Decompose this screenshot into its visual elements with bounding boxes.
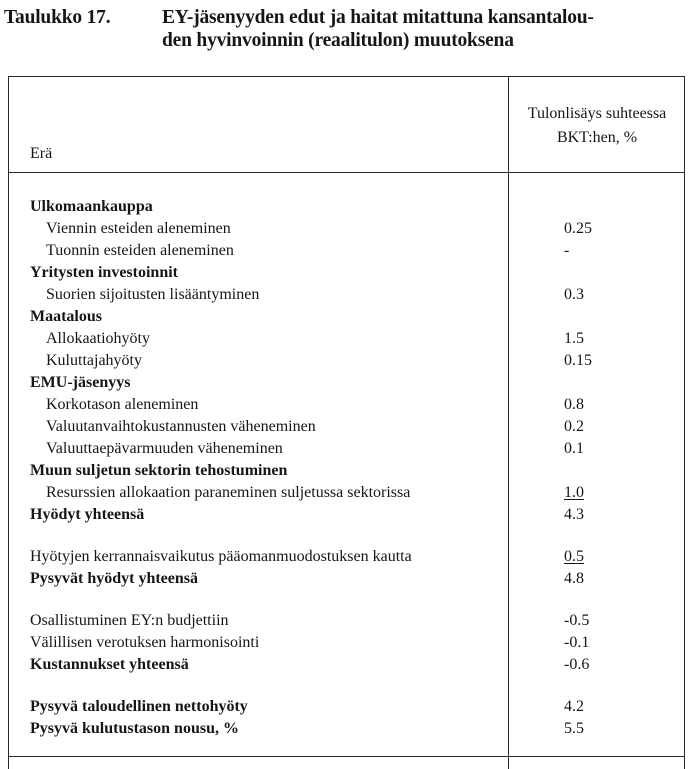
table-bottom-border bbox=[8, 756, 684, 757]
row-label: Valuuttaepävarmuuden väheneminen bbox=[46, 440, 283, 457]
row-label: Pysyvä taloudellinen nettohyöty bbox=[30, 698, 248, 715]
table-row-heading bbox=[8, 654, 684, 676]
table-row-heading bbox=[8, 306, 684, 328]
row-value: 0.3 bbox=[564, 286, 584, 303]
table-row bbox=[8, 394, 684, 416]
table-number: Taulukko 17. bbox=[4, 7, 111, 28]
row-label: Muun suljetun sektorin tehostuminen bbox=[30, 462, 288, 479]
row-label: Kuluttajahyöty bbox=[46, 352, 142, 369]
row-label: Maatalous bbox=[30, 308, 102, 325]
table-row-heading bbox=[8, 460, 684, 482]
table-row bbox=[8, 546, 684, 568]
table-right-border bbox=[684, 76, 685, 769]
row-label: Resurssien allokaation paraneminen suljetussa sektorissa bbox=[46, 484, 411, 501]
row-label: Viennin esteiden aleneminen bbox=[46, 220, 231, 237]
table-row-heading bbox=[8, 696, 684, 718]
row-label: Allokaatiohyöty bbox=[46, 330, 150, 347]
table-row bbox=[8, 284, 684, 306]
row-value: 0.25 bbox=[564, 220, 592, 237]
data-table bbox=[8, 76, 684, 769]
table-row-heading bbox=[8, 372, 684, 394]
row-value: 0.2 bbox=[564, 418, 584, 435]
row-label: Suorien sijoitusten lisääntyminen bbox=[46, 286, 260, 303]
table-top-border bbox=[8, 76, 684, 77]
row-value: 0.5 bbox=[564, 548, 584, 565]
table-row bbox=[8, 416, 684, 438]
table-row-heading bbox=[8, 568, 684, 590]
table-row-heading bbox=[8, 262, 684, 284]
table-row-heading bbox=[8, 196, 684, 218]
table-title bbox=[162, 6, 692, 52]
row-spacer bbox=[8, 590, 684, 610]
row-value: -0.6 bbox=[564, 656, 590, 673]
row-label: EMU-jäsenyys bbox=[30, 374, 131, 391]
table-title-line-2: den hyvinvoinnin (reaalitulon) muutoksena bbox=[162, 30, 514, 51]
table-row bbox=[8, 632, 684, 654]
table-row bbox=[8, 610, 684, 632]
row-label: Hyötyjen kerrannaisvaikutus pääomanmuodostuksen kautta bbox=[30, 548, 412, 565]
row-spacer bbox=[8, 526, 684, 546]
row-label: Korkotason aleneminen bbox=[46, 396, 199, 413]
table-title-line-1: EY-jäsenyyden edut ja haitat mitattuna kansantalou- bbox=[162, 7, 594, 28]
table-row bbox=[8, 240, 684, 262]
table-row bbox=[8, 438, 684, 460]
column-header-item: Erä bbox=[30, 145, 53, 162]
row-spacer bbox=[8, 676, 684, 696]
table-row bbox=[8, 350, 684, 372]
column-header-value-line-1: Tulonlisäys suhteessa bbox=[527, 105, 667, 122]
row-label: Yritysten investoinnit bbox=[30, 264, 178, 281]
column-header-value bbox=[509, 102, 685, 150]
row-value: 0.15 bbox=[564, 352, 592, 369]
table-row bbox=[8, 328, 684, 350]
row-label: Osallistuminen EY:n budjettiin bbox=[30, 612, 229, 629]
table-row bbox=[8, 482, 684, 504]
row-value: 0.1 bbox=[564, 440, 584, 457]
table-body bbox=[8, 196, 684, 740]
header-bottom-border bbox=[8, 172, 684, 173]
row-label: Tuonnin esteiden aleneminen bbox=[46, 242, 234, 259]
row-value: 4.8 bbox=[564, 570, 584, 587]
row-label: Hyödyt yhteensä bbox=[30, 506, 145, 523]
row-value: - bbox=[564, 242, 570, 259]
row-label: Ulkomaankauppa bbox=[30, 198, 153, 215]
row-value: 1.0 bbox=[564, 484, 584, 501]
row-value: -0.5 bbox=[564, 612, 590, 629]
row-value: 1.5 bbox=[564, 330, 584, 347]
row-value: 0.8 bbox=[564, 396, 584, 413]
row-label: Kustannukset yhteensä bbox=[30, 656, 189, 673]
row-label: Pysyvät hyödyt yhteensä bbox=[30, 570, 199, 587]
row-value: -0.1 bbox=[564, 634, 590, 651]
row-value: 4.2 bbox=[564, 698, 584, 715]
table-row-heading bbox=[8, 504, 684, 526]
row-label: Välillisen verotuksen harmonisointi bbox=[30, 634, 260, 651]
table-row-heading bbox=[8, 718, 684, 740]
row-value: 5.5 bbox=[564, 720, 584, 737]
table-row bbox=[8, 218, 684, 240]
column-header-value-line-2: BKT:hen, % bbox=[556, 129, 638, 146]
row-label: Pysyvä kulutustason nousu, % bbox=[30, 720, 239, 737]
row-value: 4.3 bbox=[564, 506, 584, 523]
row-label: Valuutanvaihtokustannusten väheneminen bbox=[46, 418, 316, 435]
